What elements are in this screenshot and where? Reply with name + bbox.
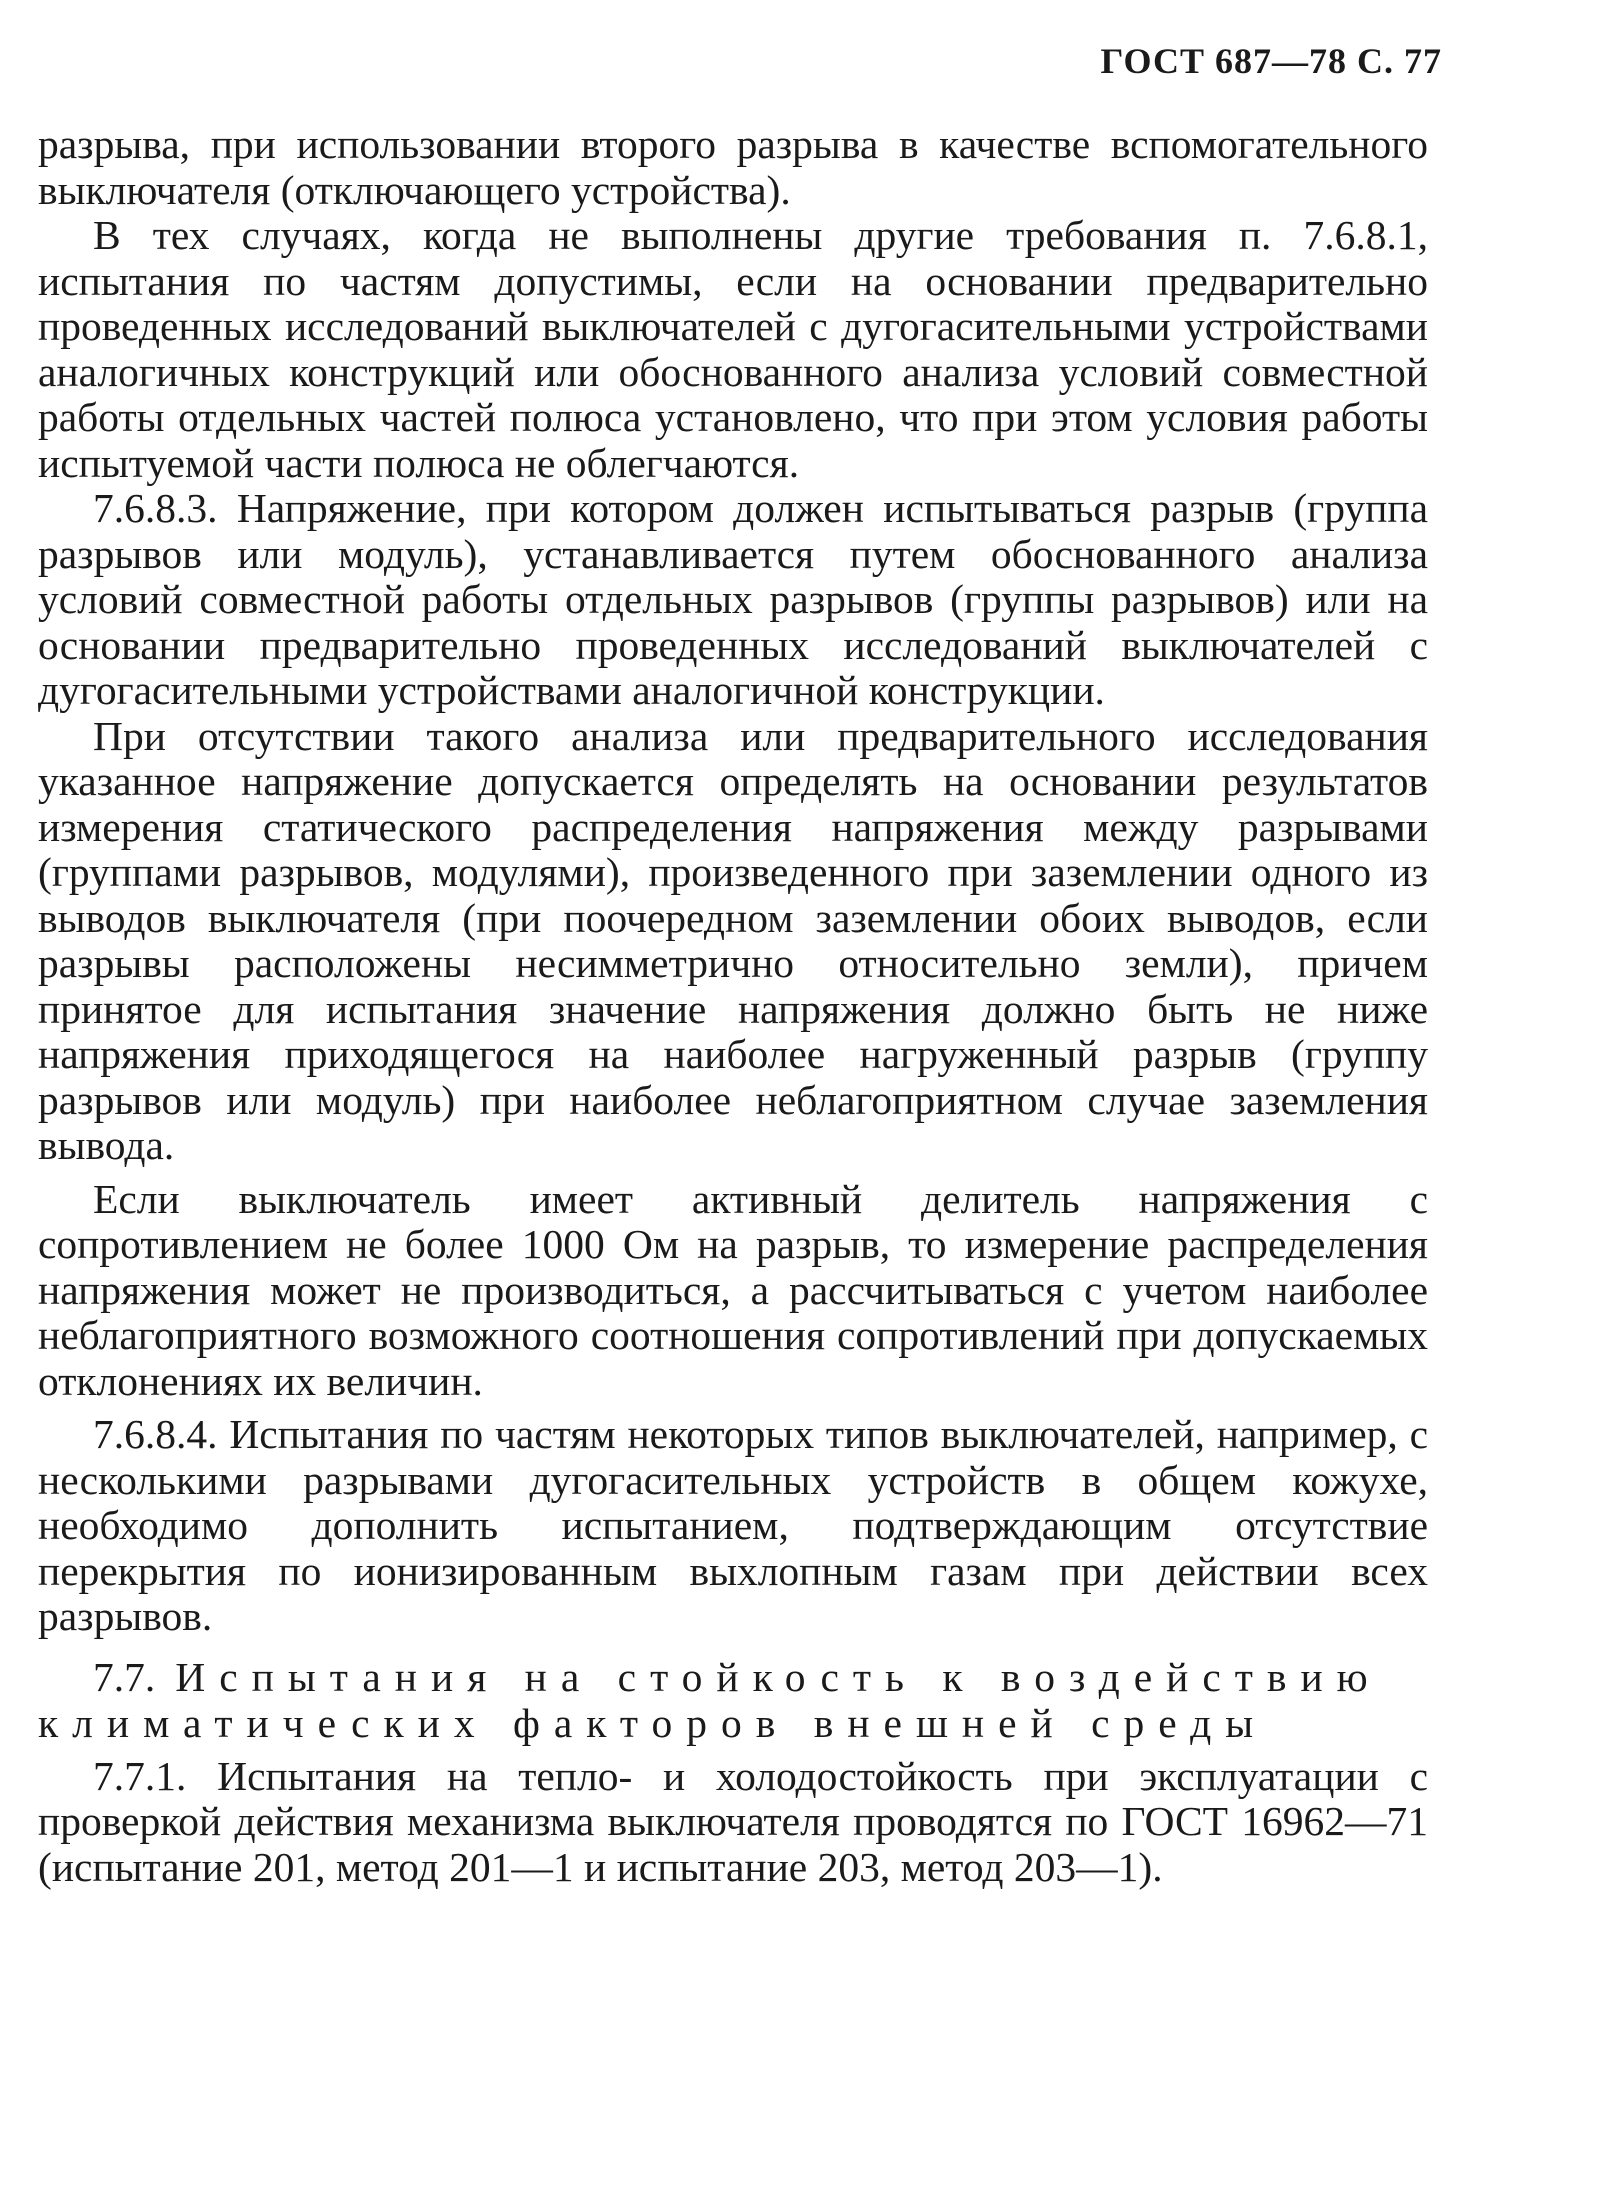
paragraph-7-6-8-3: 7.6.8.3. Напряжение, при котором должен испытываться разрыв (группа разрывов или модуль), устанавливается путем обоснованного анализа условий совместной работы отдельных разрывов (группы разрывов) или на основании предварительно проведенных исследований выключателей с дугогасительными устройствами аналогичной конструкции.	[38, 485, 1428, 713]
section-heading-7-7	[38, 1654, 1428, 1746]
page-header: ГОСТ 687—78 С. 77	[1100, 41, 1442, 81]
paragraph-continuation: разрыва, при использовании второго разрыва в качестве вспомогательного выключателя (отключающего устройства).	[38, 121, 1428, 213]
section-title: Испытания на стойкость к воздействию климатических факторов внешней среды	[38, 1653, 1382, 1746]
paragraph-voltage-distribution: При отсутствии такого анализа или предварительного исследования указанное напряжение допускается определять на основании результатов измерения статического распределения напряжения между разрывами (группами разрывов, модулями), произведенного при заземлении одного из выводов выключателя (при поочередном заземлении обоих выводов, если разрывы расположены несимметрично относительно земли), причем принятое для испытания значение напряжения должно быть не ниже напряжения приходящегося на наиболее нагруженный разрыв (группу разрывов или модуль) при наиболее неблагоприятном случае заземления вывода.	[38, 712, 1428, 1168]
paragraph-active-divider: Если выключатель имеет активный делитель напряжения с сопротивлением не более 1000 Ом на разрыв, то измерение распределения напряжения может не производиться, а рассчитываться с учетом наиболее неблагоприятного возможного соотношения сопротивлений при допускаемых отклонениях их величин.	[38, 1175, 1428, 1404]
paragraph-partial-tests-conditions: В тех случаях, когда не выполнены другие требования п. 7.6.8.1, испытания по частям допустимы, если на основании предварительно проведенных исследований выключателей с дугогасительными устройствами аналогичных конструкций или обоснованного анализа условий совместной работы отдельных частей полюса установлено, что при этом условия работы испытуемой части полюса не облегчаются.	[38, 212, 1428, 486]
section-number: 7.7.	[93, 1653, 156, 1700]
paragraph-7-7-1: 7.7.1. Испытания на тепло- и холодостойкость при эксплуатации с проверкой действия механизма выключателя проводятся по ГОСТ 16962—71 (испытание 201, метод 201—1 и испытание 203, метод 203—1).	[38, 1752, 1428, 1890]
document-body	[38, 122, 1428, 1890]
paragraph-7-6-8-4: 7.6.8.4. Испытания по частям некоторых типов выключателей, например, с несколькими разрывами дугогасительных устройств в общем кожухе, необходимо дополнить испытанием, подтверждающим отсутствие перекрытия по ионизированным выхлопным газам при действии всех разрывов.	[38, 1411, 1428, 1639]
